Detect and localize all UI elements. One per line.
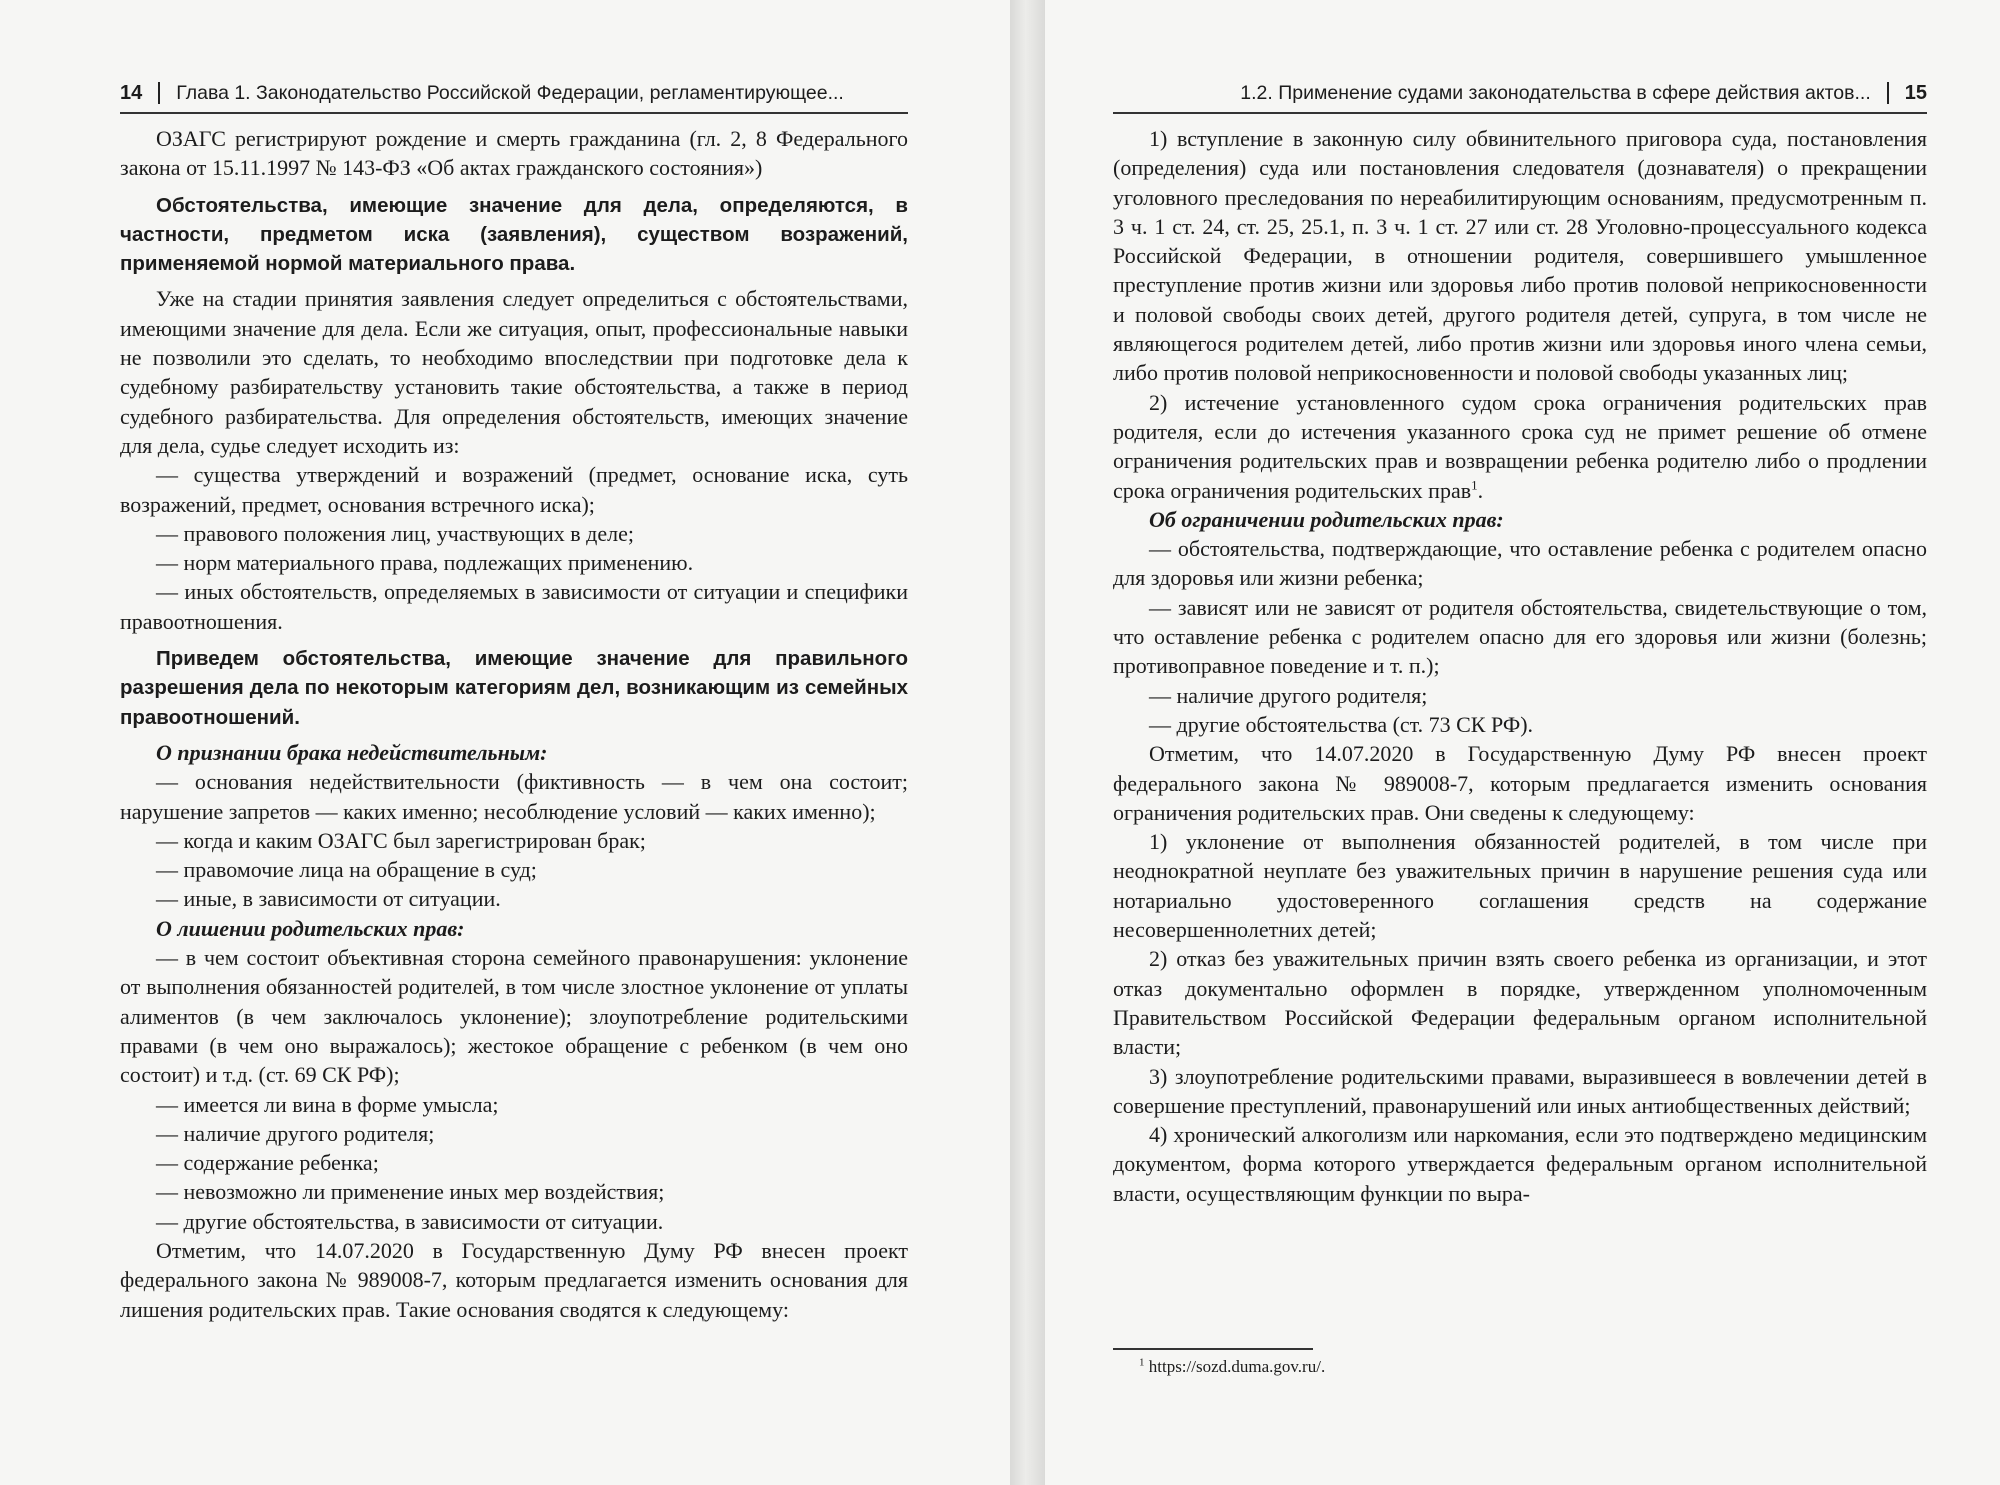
paragraph-text: ОЗАГС регистрируют рождение и смерть гражданина (гл. 2, 8 Федерального закона от 15.11.1997 № 143-ФЗ «Об актах гражданского состояния») xyxy=(120,126,908,181)
paragraph-text: — наличие другого родителя; xyxy=(156,1120,435,1146)
paragraph-text: Об ограничении родительских прав: xyxy=(1149,506,1504,532)
book-gutter xyxy=(1010,0,1045,1485)
paragraph-text: — правового положения лиц, участвующих в деле; xyxy=(156,520,634,546)
paragraph-text: — другие обстоятельства (ст. 73 СК РФ). xyxy=(1149,711,1534,737)
header-separator xyxy=(1887,82,1889,104)
paragraph xyxy=(120,884,908,913)
paragraph xyxy=(1113,593,1927,681)
paragraph xyxy=(120,1207,908,1236)
paragraph xyxy=(120,767,908,826)
paragraph-text: — основания недействительности (фиктивность — в чем она состоит; нарушение запретов — каких именно; несоблюдение условий — каких именно); xyxy=(120,769,908,824)
right-page xyxy=(1045,0,2000,1485)
left-page-number: 14 xyxy=(120,81,143,104)
paragraph-text: — наличие другого родителя; xyxy=(1149,682,1428,708)
paragraph xyxy=(120,519,908,548)
paragraph-text: — зависят или не зависят от родителя обстоятельства, свидетельствующие о том, что оставление ребенка с родителем опасно для его здоровья или жизни (болезнь; противоправное поведение и т. п.); xyxy=(1113,594,1927,679)
paragraph xyxy=(1113,827,1927,944)
paragraph-text: Обстоятельства, имеющие значение для дела, определяются, в частности, предметом иска (заявления), существом возражений, применяемой нормой материального права. xyxy=(120,193,908,276)
paragraph-text: О лишении родительских прав: xyxy=(156,915,465,941)
paragraph xyxy=(120,1236,908,1324)
right-page-number: 15 xyxy=(1904,81,1927,104)
paragraph-text: — правомочие лица на обращение в суд; xyxy=(156,857,537,883)
paragraph-text: Отметим, что 14.07.2020 в Государственную Думу РФ внесен проект федерального закона № 989008-7, которым предлагается изменить основания для лишения родительских прав. Такие основания сводятся к следующему: xyxy=(120,1237,908,1322)
paragraph-text: — невозможно ли применение иных мер воздействия; xyxy=(156,1179,665,1205)
paragraph-text: — иных обстоятельств, определяемых в зависимости от ситуации и специфики правоотношения. xyxy=(120,579,908,634)
paragraph xyxy=(120,855,908,884)
paragraph xyxy=(1113,710,1927,739)
paragraph-text: — иные, в зависимости от ситуации. xyxy=(156,886,501,912)
paragraph xyxy=(120,284,908,460)
paragraph-text: Отметим, что 14.07.2020 в Государственную Думу РФ внесен проект федерального закона № 989008-7, которым предлагается изменить основания ограничения родительских прав. Они сведены к следующему: xyxy=(1113,741,1927,825)
paragraph-text: — содержание ребенка; xyxy=(156,1150,379,1176)
paragraph-text: 2) истечение установленного судом срока ограничения родительских прав родителя, если до истечения указанного срока суд не примет решение об отмене ограничения родительских прав и возвращении ребенка родителю либо о продлении срока ограничения родительских прав xyxy=(1113,389,1927,503)
paragraph-text: — имеется ли вина в форме умысла; xyxy=(156,1091,499,1117)
right-header-rule xyxy=(1113,112,1927,114)
paragraph xyxy=(120,738,908,767)
paragraph xyxy=(1113,1120,1927,1208)
footnote xyxy=(1139,1357,1325,1377)
left-running-head: Глава 1. Законодательство Российской Федерации, регламентирующее... xyxy=(176,81,844,104)
right-running-header xyxy=(1195,78,1927,108)
paragraph xyxy=(120,124,908,183)
paragraph xyxy=(1113,944,1927,1061)
paragraph xyxy=(1113,124,1927,388)
paragraph-text: — когда и каким ОЗАГС был зарегистрирован брак; xyxy=(156,827,646,853)
paragraph xyxy=(120,548,908,577)
paragraph-text: Приведем обстоятельства, имеющие значение для правильного разрешения дела по некоторым категориям дел, возникающим из семейных правоотношений. xyxy=(120,647,908,729)
footnote-rule xyxy=(1113,1348,1313,1350)
paragraph-text: 4) хронический алкоголизм или наркомания, если это подтверждено медицинским документом, форма которого утверждается федеральным органом исполнительной власти, осуществляющим функции по выра- xyxy=(1113,1122,1927,1206)
header-separator xyxy=(158,82,160,104)
right-running-head: 1.2. Применение судами законодательства в сфере действия актов... xyxy=(1240,81,1871,104)
paragraph xyxy=(120,1119,908,1148)
paragraph-text: Уже на стадии принятия заявления следует определиться с обстоятельствами, имеющими значение для дела. Если же ситуация, опыт, профессиональные навыки не позволили это сделать, то необходимо впоследствии при подготовке дела к судебному разбирательству установить такие обстоятельства, а также в период судебного разбирательства. Для определения обстоятельств, имеющих значение для дела, судье следует исходить из: xyxy=(120,286,908,458)
paragraph xyxy=(120,1148,908,1177)
paragraph-text: — существа утверждений и возражений (предмет, основание иска, суть возражений, предмет, основания встречного иска); xyxy=(120,462,908,517)
paragraph xyxy=(120,191,908,279)
paragraph xyxy=(120,826,908,855)
left-running-header xyxy=(120,78,900,108)
paragraph-text: — в чем состоит объективная сторона семейного правонарушения: уклонение от выполнения обязанностей родителей, в том числе злостное уклонение от уплаты алиментов (в чем заключалось уклонение); злоупотребление родительскими правами (в чем оно выражалось); жестокое обращение с ребенком (в чем оно состоит) и т.д. (ст. 69 СК РФ); xyxy=(120,945,908,1088)
paragraph xyxy=(1113,739,1927,827)
paragraph xyxy=(1113,505,1927,534)
paragraph xyxy=(1113,1062,1927,1121)
paragraph-text: 2) отказ без уважительных причин взять своего ребенка из организации, и этот отказ документально оформлен в порядке, утвержденном уполномоченным Правительством Российской Федерации федеральным органом исполнительной власти; xyxy=(1113,946,1927,1060)
right-body-text xyxy=(1113,124,1927,1208)
paragraph xyxy=(120,914,908,943)
left-header-rule xyxy=(120,112,908,114)
paragraph-text: — другие обстоятельства, в зависимости от ситуации. xyxy=(156,1208,664,1234)
paragraph xyxy=(120,943,908,1089)
paragraph xyxy=(120,577,908,636)
left-body-text xyxy=(120,124,908,1324)
paragraph-text: 1) уклонение от выполнения обязанностей родителей, в том числе при неоднократной неуплате без уважительных причин в нарушение решения суда или нотариально удостоверенного соглашения средств на содержание несовершеннолетних детей; xyxy=(1113,829,1927,943)
paragraph xyxy=(1113,681,1927,710)
paragraph xyxy=(120,460,908,519)
footnote-text: https://sozd.duma.gov.ru/. xyxy=(1148,1357,1326,1376)
paragraph-text: 1) вступление в законную силу обвинительного приговора суда, постановления (определения) суда или постановления следователя (дознавателя) о прекращении уголовного преследования по нереабилитирующим основаниям, предусмотренным п. 3 ч. 1 ст. 24, ст. 25, 25.1, п. 3 ч. 1 ст. 27 или ст. 28 Уголовно-процессуального кодекса Российской Федерации, в отношении родителя, совершившего умышленное преступление против жизни или здоровья либо против половой неприкосновенности и половой свободы своих детей, другого родителя детей, супруга, в том числе не являющегося родителем детей, либо против жизни или здоровья иного члена семьи, либо против половой неприкосновенности и половой свободы указанных лиц; xyxy=(1113,126,1927,386)
paragraph-text: — норм материального права, подлежащих применению. xyxy=(156,550,694,576)
paragraph: 2) истечение установленного судом срока ограничения родительских прав родителя, если до истечения указанного срока суд не примет решение об отмене ограничения родительских прав и возвращении ребенка родителю либо о продлении срока ограничения родительских прав$^1$. xyxy=(1113,389,1927,503)
paragraph xyxy=(120,1177,908,1206)
footnote-reference: 1 xyxy=(1471,477,1478,493)
paragraph-text: — обстоятельства, подтверждающие, что оставление ребенка с родителем опасно для здоровья или жизни ребенка; xyxy=(1113,536,1927,591)
paragraph xyxy=(1113,534,1927,593)
footnote-marker: 1 xyxy=(1139,1356,1145,1369)
paragraph xyxy=(120,644,908,732)
paragraph-text: О признании брака недействительным: xyxy=(156,739,548,765)
paragraph-text: 3) злоупотребление родительскими правами, выразившееся в вовлечении детей в совершение преступлений, правонарушений или иных антиобщественных действий; xyxy=(1113,1063,1927,1118)
paragraph xyxy=(120,1090,908,1119)
